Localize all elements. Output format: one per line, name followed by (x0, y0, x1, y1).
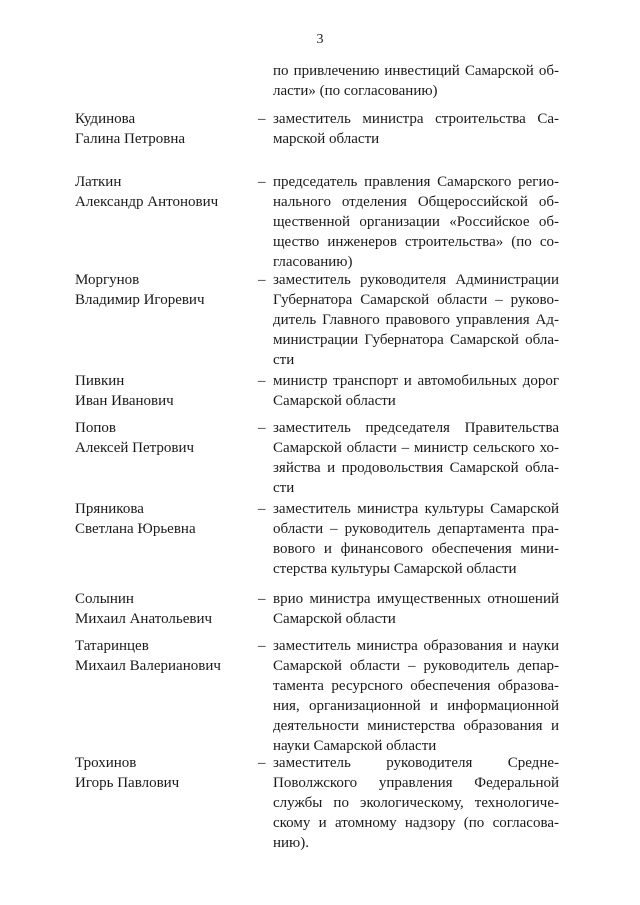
member-given-names: Михаил Анатольевич (75, 611, 213, 627)
description-line: председатель правления Самарского регио- (273, 174, 559, 190)
member-given-names: Владимир Игоревич (75, 292, 205, 308)
description-line: Самарской области – министр сельского хо- (273, 440, 559, 456)
description-line: тамента ресурсного обеспечения образова- (273, 678, 559, 694)
description-line: марской области (273, 131, 380, 147)
member-name (75, 753, 255, 793)
description-line: нального отделения Общероссийской об- (273, 194, 559, 210)
description-line: заместитель руководителя Средне- (273, 755, 559, 771)
member-surname: Трохинов (75, 755, 137, 771)
member-name (75, 172, 255, 212)
member-surname: Пряникова (75, 501, 144, 517)
member-surname: Татаринцев (75, 638, 149, 654)
member-given-names: Галина Петровна (75, 131, 186, 147)
member-surname: Пивкин (75, 373, 125, 389)
description-line: по привлечению инвестиций Самарской об- (273, 63, 559, 79)
member-dash: – (258, 272, 266, 288)
member-dash: – (258, 591, 266, 607)
description-line: заместитель председателя Правительства (273, 420, 559, 436)
description-line: щественной организации «Российское об- (273, 214, 559, 230)
description-line: гласованию) (273, 254, 353, 270)
description-line: службы по экологическому, технологиче- (273, 795, 559, 811)
description-line: дитель Главного правового управления Ад- (273, 312, 559, 328)
member-position (273, 499, 559, 579)
description-line: Поволжского управления Федеральной (273, 775, 559, 791)
member-position (273, 753, 559, 853)
description-line: Самарской области (273, 611, 396, 627)
member-surname: Солынин (75, 591, 134, 607)
description-line: щество инженеров строительства» (по со- (273, 234, 559, 250)
description-line: зяйства и продовольствия Самарской обла- (273, 460, 559, 476)
description-line: сти (273, 352, 295, 368)
description-line: Самарской области (273, 393, 396, 409)
member-surname: Латкин (75, 174, 122, 190)
description-line: науки Самарской области (273, 738, 437, 754)
member-given-names: Светлана Юрьевна (75, 521, 196, 537)
description-line: деятельности министерства образования и (273, 718, 559, 734)
description-line: ласти» (по согласованию) (273, 83, 438, 99)
member-given-names: Иван Иванович (75, 393, 174, 409)
member-dash: – (258, 174, 266, 190)
member-given-names: Александр Антонович (75, 194, 219, 210)
description-line: заместитель министра культуры Самарской (273, 501, 559, 517)
description-line: заместитель министра строительства Са- (273, 111, 559, 127)
description-line: врио министра имущественных отношений (273, 591, 559, 607)
description-line: министрации Губернатора Самарской обла- (273, 332, 559, 348)
description-line: заместитель руководителя Администрации (273, 272, 559, 288)
description-line: министр транспорт и автомобильных дорог (273, 373, 559, 389)
member-surname: Кудинова (75, 111, 136, 127)
description-line: сти (273, 480, 295, 496)
member-dash: – (258, 638, 266, 654)
member-surname: Попов (75, 420, 116, 436)
member-surname: Моргунов (75, 272, 140, 288)
member-name (75, 636, 255, 676)
member-given-names: Алексей Петрович (75, 440, 195, 456)
description-line: стерства культуры Самарской области (273, 561, 517, 577)
member-position (273, 418, 559, 498)
description-line: заместитель министра образования и науки (273, 638, 559, 654)
description-line: области – руководитель департамента пра- (273, 521, 559, 537)
member-name (75, 109, 255, 149)
continuation-description (273, 61, 559, 101)
description-line: ния, организационной и информационной (273, 698, 559, 714)
description-line: Самарской области – руководитель депар- (273, 658, 559, 674)
member-dash: – (258, 501, 266, 517)
member-position (273, 270, 559, 370)
member-name (75, 418, 255, 458)
member-name (75, 371, 255, 411)
member-dash: – (258, 111, 266, 127)
description-line: Губернатора Самарской области – руково- (273, 292, 559, 308)
member-name (75, 270, 255, 310)
member-dash: – (258, 373, 266, 389)
member-position (273, 589, 559, 629)
member-dash: – (258, 755, 266, 771)
page-number: 3 (316, 32, 324, 47)
description-line: скому и атомному надзору (по согласова- (273, 815, 559, 831)
member-name (75, 499, 255, 539)
description-line: вового и финансового обеспечения мини- (273, 541, 559, 557)
member-position (273, 109, 559, 149)
member-position (273, 636, 559, 756)
member-position (273, 172, 559, 272)
member-given-names: Михаил Валерианович (75, 658, 221, 674)
member-position (273, 371, 559, 411)
member-name (75, 589, 255, 629)
description-line: нию). (273, 835, 310, 851)
member-given-names: Игорь Павлович (75, 775, 180, 791)
member-dash: – (258, 420, 266, 436)
